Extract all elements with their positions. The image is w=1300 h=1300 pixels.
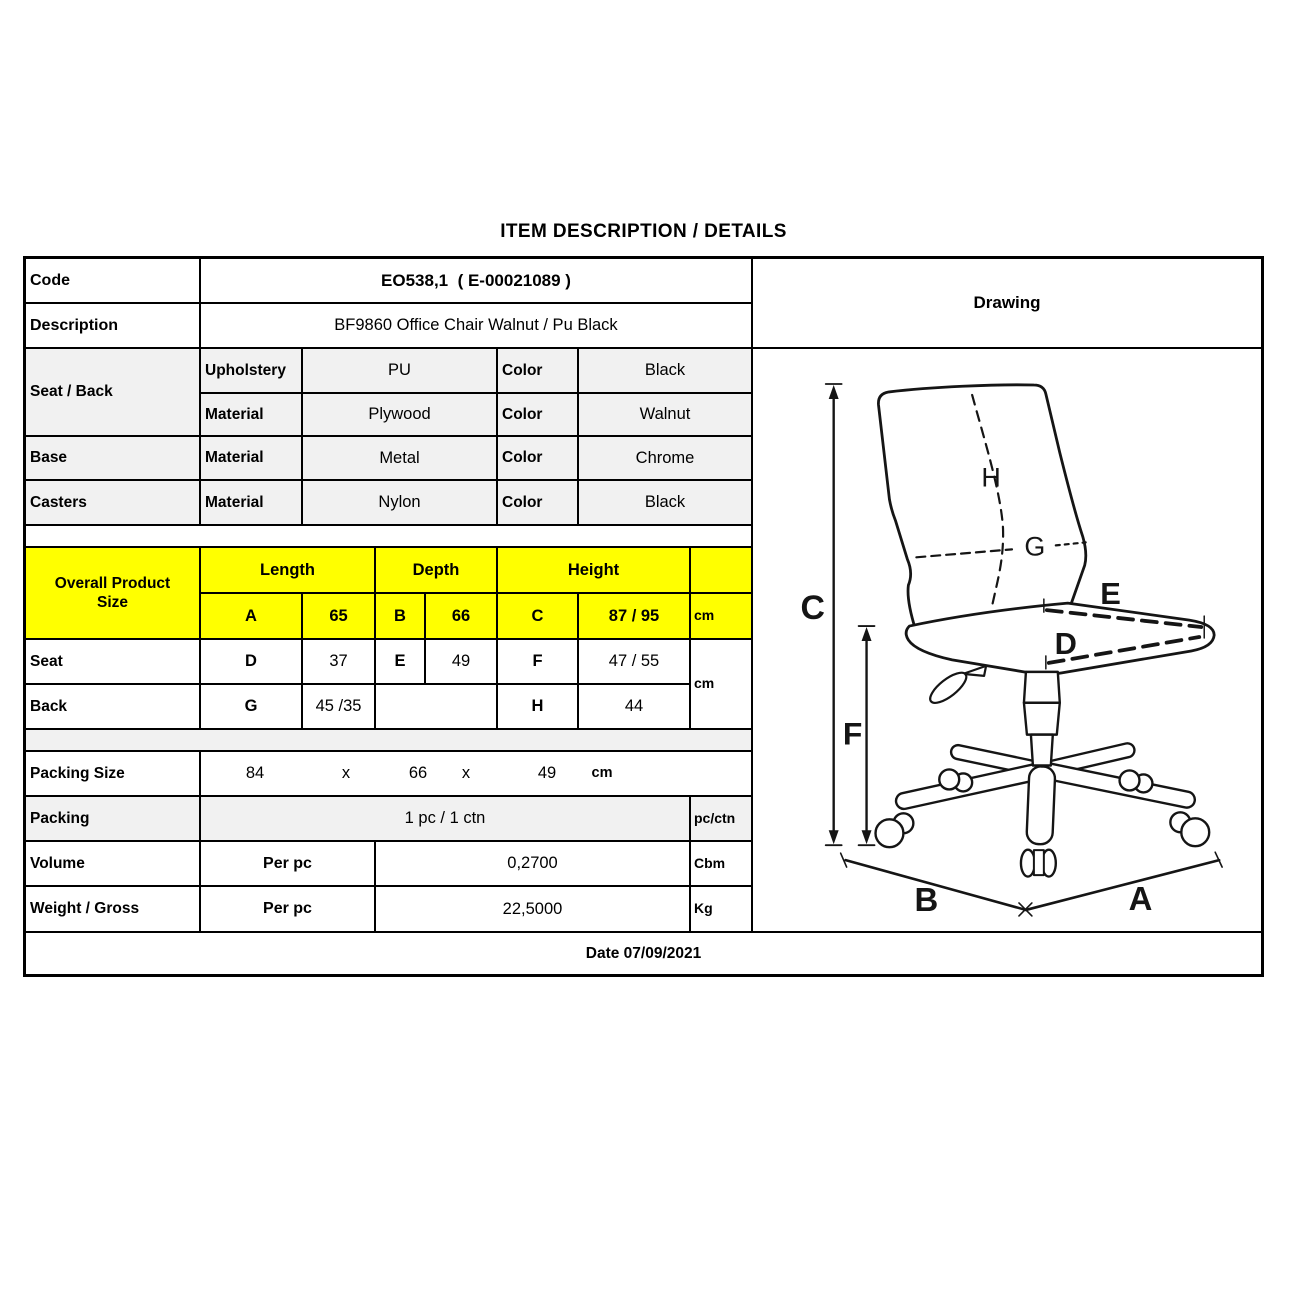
code-label-cell: Code bbox=[25, 258, 200, 303]
seat-material-label-cell: Material bbox=[200, 393, 302, 436]
chair-drawing-svg bbox=[753, 349, 1261, 931]
volume-label-cell: Volume bbox=[25, 841, 200, 886]
drawing-area-cell bbox=[752, 348, 1262, 932]
height-header-cell: Height bbox=[497, 547, 690, 593]
dim-h-label-cell: H bbox=[497, 684, 578, 729]
drawing-header-cell: Drawing bbox=[752, 258, 1262, 348]
casters-material-value-cell: Nylon bbox=[302, 480, 497, 525]
base-color-label-cell: Color bbox=[497, 436, 578, 480]
code-value-cell: EO538,1 ( E-00021089 ) bbox=[200, 258, 752, 303]
dim-f-label-cell: F bbox=[497, 639, 578, 684]
packing-size-part: 84 bbox=[245, 764, 265, 783]
packing-value-cell: 1 pc / 1 ctn bbox=[200, 796, 690, 841]
casters-material-label-cell: Material bbox=[200, 480, 302, 525]
casters-color-label-cell: Color bbox=[497, 480, 578, 525]
packing-size-label-cell: Packing Size bbox=[25, 751, 200, 796]
dim-label-a: A bbox=[1128, 879, 1153, 917]
upholstery-label-cell: Upholstery bbox=[200, 348, 302, 393]
dim-b-value-cell: 66 bbox=[425, 593, 497, 639]
weight-value-cell: 22,5000 bbox=[375, 886, 690, 932]
overall-unit-cell: cm bbox=[690, 593, 752, 639]
dim-g-value-cell: 45 /35 bbox=[302, 684, 375, 729]
chair-backrest bbox=[878, 385, 1085, 629]
dim-e-value-cell: 49 bbox=[425, 639, 497, 684]
base-color-value-cell: Chrome bbox=[578, 436, 752, 480]
packing-unit-cell: pc/ctn bbox=[690, 796, 752, 841]
casters-group-cell: Casters bbox=[25, 480, 200, 525]
seat-row-label-cell: Seat bbox=[25, 639, 200, 684]
seat-back-group-cell: Seat / Back bbox=[25, 348, 200, 436]
overall-size-label-line2: Size bbox=[96, 594, 128, 611]
seat-color-value-cell: Black bbox=[578, 348, 752, 393]
length-header-cell: Length bbox=[200, 547, 375, 593]
dim-label-e: E bbox=[1100, 576, 1121, 612]
dim-d-label-cell: D bbox=[200, 639, 302, 684]
spacer-row-1 bbox=[25, 525, 752, 547]
weight-label-cell: Weight / Gross bbox=[25, 886, 200, 932]
packing-size-unit: cm bbox=[591, 765, 613, 782]
overall-size-label-cell bbox=[25, 547, 200, 639]
packing-size-part: 49 bbox=[537, 764, 557, 783]
dim-label-g: G bbox=[1024, 531, 1046, 562]
dim-g-label-cell: G bbox=[200, 684, 302, 729]
page-title: ITEM DESCRIPTION / DETAILS bbox=[500, 221, 787, 242]
overall-size-label-line1: Overall Product bbox=[54, 575, 171, 592]
dim-a-label-cell: A bbox=[200, 593, 302, 639]
seat-material-color-value-cell: Walnut bbox=[578, 393, 752, 436]
upholstery-value-cell: PU bbox=[302, 348, 497, 393]
volume-value-cell: 0,2700 bbox=[375, 841, 690, 886]
back-row-label-cell: Back bbox=[25, 684, 200, 729]
back-empty-cell bbox=[375, 684, 497, 729]
dim-b-label-cell: B bbox=[375, 593, 425, 639]
depth-header-cell: Depth bbox=[375, 547, 497, 593]
volume-per-pc-cell: Per pc bbox=[200, 841, 375, 886]
packing-size-separator: x bbox=[461, 764, 471, 783]
dim-h-value-cell: 44 bbox=[578, 684, 690, 729]
seat-material-value-cell: Plywood bbox=[302, 393, 497, 436]
dim-f-value-cell: 47 / 55 bbox=[578, 639, 690, 684]
volume-unit-cell: Cbm bbox=[690, 841, 752, 886]
dim-c-label-cell: C bbox=[497, 593, 578, 639]
description-label-cell: Description bbox=[25, 303, 200, 348]
base-group-cell: Base bbox=[25, 436, 200, 480]
dimension-line-c bbox=[826, 384, 842, 845]
dim-label-c: C bbox=[800, 589, 825, 628]
adjustment-lever bbox=[926, 666, 986, 708]
packing-size-value-cell bbox=[200, 751, 752, 796]
dim-label-f: F bbox=[842, 715, 863, 752]
date-cell: Date 07/09/2021 bbox=[25, 932, 1262, 975]
dim-c-value-cell: 87 / 95 bbox=[578, 593, 690, 639]
dim-e-label-cell: E bbox=[375, 639, 425, 684]
dim-label-b: B bbox=[914, 880, 939, 918]
dim-d-value-cell: 37 bbox=[302, 639, 375, 684]
dim-a-value-cell: 65 bbox=[302, 593, 375, 639]
packing-label-cell: Packing bbox=[25, 796, 200, 841]
casters-color-value-cell: Black bbox=[578, 480, 752, 525]
weight-unit-cell: Kg bbox=[690, 886, 752, 932]
dim-label-d: D bbox=[1054, 625, 1077, 661]
packing-size-part: 66 bbox=[408, 764, 428, 783]
base-material-label-cell: Material bbox=[200, 436, 302, 480]
packing-size-separator: x bbox=[341, 764, 351, 783]
size-unit-spacer-cell bbox=[690, 547, 752, 593]
seat-color-label-cell: Color bbox=[497, 348, 578, 393]
description-value-cell: BF9860 Office Chair Walnut / Pu Black bbox=[200, 303, 752, 348]
spacer-row-2 bbox=[25, 729, 752, 751]
seat-back-unit-cell: cm bbox=[690, 639, 752, 729]
gas-lift-column bbox=[1024, 672, 1060, 766]
base-material-value-cell: Metal bbox=[302, 436, 497, 480]
weight-per-pc-cell: Per pc bbox=[200, 886, 375, 932]
dim-label-h: H bbox=[981, 462, 1001, 493]
seat-material-color-label-cell: Color bbox=[497, 393, 578, 436]
